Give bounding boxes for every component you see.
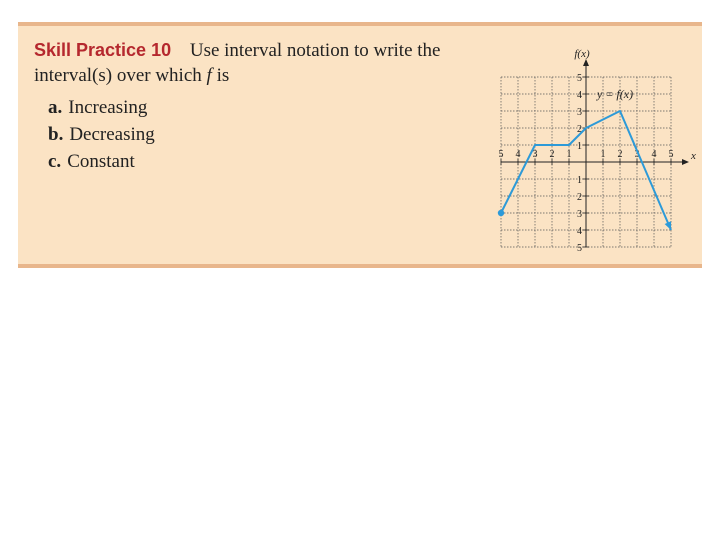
y-tick-label: 4 xyxy=(577,226,582,237)
curve-label: y = f(x) xyxy=(597,87,634,101)
axes xyxy=(498,59,689,247)
problem-prompt xyxy=(34,38,494,88)
y-tick-label: 1 xyxy=(577,175,582,186)
x-tick-label: 3 xyxy=(532,149,538,160)
y-tick-label: 5 xyxy=(577,243,582,254)
function-graph xyxy=(494,42,702,268)
y-tick-label: 1 xyxy=(577,141,582,152)
y-tick-label: 2 xyxy=(577,192,582,203)
question-item-constant xyxy=(48,148,494,175)
item-letter: c. xyxy=(48,151,62,172)
skill-practice-panel xyxy=(18,22,702,268)
item-text: Constant xyxy=(67,151,135,172)
y-tick-label: 2 xyxy=(577,124,582,135)
x-tick-label: 4 xyxy=(515,149,521,160)
item-text: Decreasing xyxy=(69,124,155,145)
y-axis-arrow xyxy=(583,59,589,66)
y-tick-label: 3 xyxy=(577,107,582,118)
x-tick-label: 3 xyxy=(634,149,640,160)
skill-practice-title: Skill Practice 10 xyxy=(34,40,172,60)
question-item-increasing xyxy=(48,94,494,121)
x-tick-label: 1 xyxy=(566,149,572,160)
prompt-text-end: is xyxy=(216,65,230,86)
prompt-text: Use interval notation to write the interval(s) over which xyxy=(34,40,441,86)
problem-text xyxy=(34,38,494,175)
x-tick-label: 5 xyxy=(668,149,674,160)
x-tick-label: 4 xyxy=(651,149,657,160)
x-tick-label: 2 xyxy=(617,149,623,160)
y-tick-label: 5 xyxy=(577,73,582,84)
y-axis-label: f(x) xyxy=(574,48,590,60)
x-tick-label: 2 xyxy=(549,149,555,160)
item-letter: b. xyxy=(48,124,64,145)
x-axis-label: x xyxy=(691,150,696,162)
y-tick-label: 3 xyxy=(577,209,582,220)
start-point xyxy=(498,210,504,216)
x-axis-arrow xyxy=(682,159,689,165)
item-text: Increasing xyxy=(68,97,148,118)
question-item-decreasing xyxy=(48,121,494,148)
item-letter: a. xyxy=(48,97,63,118)
x-tick-label: 5 xyxy=(498,149,504,160)
x-tick-label: 1 xyxy=(600,149,606,160)
curve xyxy=(498,111,671,230)
question-list xyxy=(48,94,494,175)
y-tick-label: 4 xyxy=(577,90,582,101)
function-symbol: f xyxy=(206,65,212,86)
